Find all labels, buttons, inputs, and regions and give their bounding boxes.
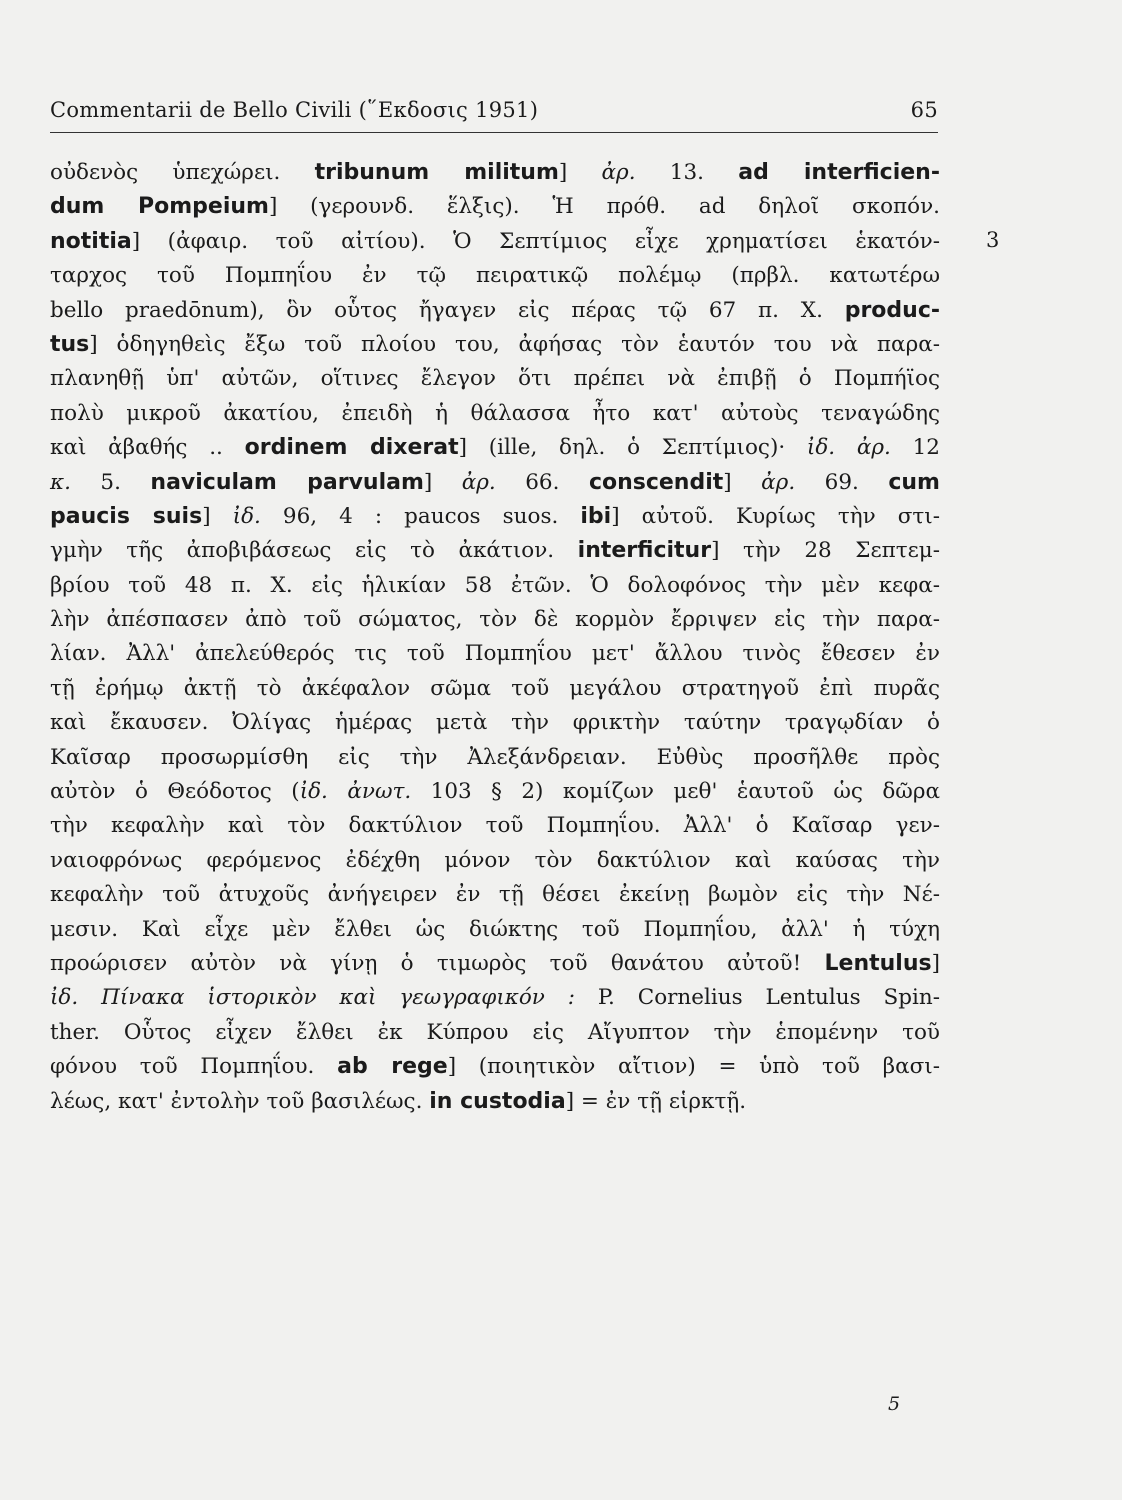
page-number: 65 xyxy=(910,98,938,122)
lemma: paucis suis xyxy=(50,503,203,529)
text-segment: P. Cornelius Lentulus Spin- xyxy=(575,985,940,1011)
text-segment: ] (ποιητικὸν αἴτιον) = ὑπὸ τοῦ βασι- xyxy=(447,1054,940,1080)
text-segment: ] αὐτοῦ. Κυρίως τὴν στι- xyxy=(611,503,940,529)
text-segment: πολὺ μικροῦ ἀκατίου, ἐπειδὴ ἡ θάλασσα ἦτο κατ' αὐτοὺς τεναγώδης xyxy=(50,400,940,426)
text-segment: ] xyxy=(931,950,940,976)
text-line xyxy=(50,672,940,706)
lemma: dum Pompeium xyxy=(50,194,269,220)
lemma: tus xyxy=(50,331,90,357)
text-segment: ] xyxy=(558,160,602,185)
text-line xyxy=(50,1050,940,1084)
lemma: naviculam parvulam xyxy=(150,469,424,495)
lemma: interficitur xyxy=(577,538,712,564)
text-segment: Καῖσαρ προσωρμίσθη εἰς τὴν Ἀλεξάνδρειαν. Εὐθὺς προσῆλθε πρὸς xyxy=(50,744,940,770)
text-segment: ] xyxy=(423,469,462,495)
reference: ἀρ. xyxy=(761,469,796,495)
lemma: cum xyxy=(888,469,940,495)
text-segment: βρίου τοῦ 48 π. Χ. εἰς ἡλικίαν 58 ἐτῶν. Ὁ δολοφόνος τὴν μὲν κεφα- xyxy=(50,572,940,598)
text-segment: οὐδενὸς ὑπεχώρει. xyxy=(50,160,315,185)
reference: ἀρ. xyxy=(461,469,496,495)
lemma: notitia xyxy=(50,228,132,254)
text-line xyxy=(50,706,940,740)
text-segment: ] xyxy=(202,503,233,529)
reference: κ. xyxy=(50,469,71,495)
text-line xyxy=(50,741,940,775)
text-line xyxy=(50,156,940,190)
text-segment: τὴν κεφαλὴν καὶ τὸν δακτύλιον τοῦ Πομπηΐου. Ἀλλ' ὁ Καῖσαρ γεν- xyxy=(50,813,940,839)
lemma: ordinem dixerat xyxy=(244,435,459,461)
text-line xyxy=(50,294,940,328)
text-segment: κεφαλὴν τοῦ ἀτυχοῦς ἀνήγειρεν ἐν τῇ θέσει ἐκείνῃ βωμὸν εἰς τὴν Νέ- xyxy=(50,882,940,908)
lemma: ad interficien- xyxy=(738,160,940,185)
text-line xyxy=(50,1085,940,1119)
text-line xyxy=(50,913,940,947)
text-segment: λὴν ἀπέσπασεν ἀπὸ τοῦ σώματος, τὸν δὲ κορμὸν ἔρριψεν εἰς τὴν παρα- xyxy=(50,607,940,633)
text-segment: ther. Οὗτος εἶχεν ἔλθει ἐκ Κύπρου εἰς Αἴγυπτον τὴν ἑπομένην τοῦ xyxy=(50,1019,940,1045)
text-segment: ταρχος τοῦ Πομπηΐου ἐν τῷ πειρατικῷ πολέμῳ (πρβλ. κατωτέρω xyxy=(50,263,940,289)
text-segment: καὶ ἀβαθής .. xyxy=(50,435,245,461)
text-line xyxy=(50,569,940,603)
text-line xyxy=(50,878,940,912)
text-segment: ναιοφρόνως φερόμενος ἐδέχθη μόνον τὸν δακτύλιον καὶ καύσας τὴν xyxy=(50,847,940,873)
lemma: Lentulus xyxy=(824,950,932,976)
running-head xyxy=(50,98,938,133)
text-line xyxy=(50,844,940,878)
text-line xyxy=(50,603,940,637)
text-segment: 96, 4 : paucos suos. xyxy=(260,503,581,529)
reference: ἀρ. xyxy=(601,160,636,185)
text-segment: ] (ille, δηλ. ὁ Σεπτίμιος)· xyxy=(458,435,807,461)
text-line xyxy=(50,259,940,293)
text-line xyxy=(50,947,940,981)
text-line xyxy=(50,809,940,843)
text-segment: μεσιν. Καὶ εἶχε μὲν ἔλθει ὡς διώκτης τοῦ Πομπηΐου, ἀλλ' ἡ τύχη xyxy=(50,916,940,942)
text-segment: ] ὁδηγηθεὶς ἔξω τοῦ πλοίου του, ἀφήσας τὸν ἑαυτόν του νὰ παρα- xyxy=(89,331,940,357)
text-line xyxy=(50,431,940,465)
text-segment: γμὴν τῆς ἀποβιβάσεως εἰς τὸ ἀκάτιον. xyxy=(50,538,578,564)
margin-line-number: 3 xyxy=(986,228,1000,252)
text-segment: λέως, κατ' ἐντολὴν τοῦ βασιλέως. xyxy=(50,1088,430,1114)
lemma: produc- xyxy=(844,297,940,323)
lemma: ab rege xyxy=(337,1054,448,1080)
text-segment: πλανηθῇ ὑπ' αὐτῶν, οἵτινες ἔλεγον ὅτι πρέπει νὰ ἐπιβῇ ὁ Πομπήϊος xyxy=(50,366,940,392)
text-segment: 103 § 2) κομίζων μεθ' ἑαυτοῦ ὡς δῶρα xyxy=(411,779,940,805)
text-segment: προώρισεν αὐτὸν νὰ γίνῃ ὁ τιμωρὸς τοῦ θανάτου αὐτοῦ! xyxy=(50,950,825,976)
text-line xyxy=(50,981,940,1015)
text-line xyxy=(50,397,940,431)
text-segment: ] = ἐν τῇ εἱρκτῇ. xyxy=(565,1088,747,1114)
text-segment: 5. xyxy=(70,469,151,495)
text-line xyxy=(50,190,940,224)
text-segment: bello praedōnum), ὃν οὗτος ἤγαγεν εἰς πέρας τῷ 67 π. Χ. xyxy=(50,297,845,323)
text-line xyxy=(50,466,940,500)
lemma: conscendit xyxy=(588,469,724,495)
text-line xyxy=(50,637,940,671)
text-segment: ] (γερουνδ. ἕλξις). Ἡ πρόθ. ad δηλοῖ σκοπόν. xyxy=(268,194,940,220)
text-line xyxy=(50,1016,940,1050)
text-segment: καὶ ἔκαυσεν. Ὀλίγας ἡμέρας μετὰ τὴν φρικτὴν ταύτην τραγῳδίαν ὁ xyxy=(50,710,940,736)
text-line xyxy=(50,500,940,534)
running-head-title: Commentarii de Bello Civili (῞Εκδοσις 1951) xyxy=(50,98,539,122)
text-line xyxy=(50,362,940,396)
text-segment: 69. xyxy=(795,469,889,495)
signature-mark: 5 xyxy=(888,1393,901,1415)
text-segment: λίαν. Ἀλλ' ἀπελεύθερός τις τοῦ Πομπηΐου μετ' ἄλλου τινὸς ἔθεσεν ἐν xyxy=(50,641,940,667)
text-segment: ] (ἀφαιρ. τοῦ αἰτίου). Ὁ Σεπτίμιος εἶχε χρηματίσει ἑκατόν- xyxy=(131,228,940,254)
text-segment: ] xyxy=(723,469,762,495)
reference: ἰδ. ἀνωτ. xyxy=(299,779,412,805)
lemma: tribunum militum xyxy=(314,160,559,185)
text-line xyxy=(50,225,940,259)
text-line xyxy=(50,775,940,809)
text-line xyxy=(50,534,940,568)
text-segment: 66. xyxy=(495,469,589,495)
text-segment: φόνου τοῦ Πομπηΐου. xyxy=(50,1054,338,1080)
text-segment: ] τὴν 28 Σεπτεμ- xyxy=(711,538,940,564)
text-line xyxy=(50,328,940,362)
text-segment: τῇ ἐρήμῳ ἀκτῇ τὸ ἀκέφαλον σῶμα τοῦ μεγάλου στρατηγοῦ ἐπὶ πυρᾶς xyxy=(50,675,940,701)
commentary-body xyxy=(50,156,940,1119)
lemma: ibi xyxy=(580,503,612,529)
text-segment: 13. xyxy=(635,160,739,185)
reference: ἰδ. ἀρ. xyxy=(806,435,891,461)
reference: ἰδ. Πίνακα ἱστορικὸν καὶ γεωγραφικόν : xyxy=(50,985,576,1011)
text-segment: αὐτὸν ὁ Θεόδοτος ( xyxy=(50,779,300,805)
reference: ἰδ. xyxy=(232,503,261,529)
text-segment: 12 xyxy=(890,435,940,461)
lemma: in custodia xyxy=(429,1088,566,1114)
